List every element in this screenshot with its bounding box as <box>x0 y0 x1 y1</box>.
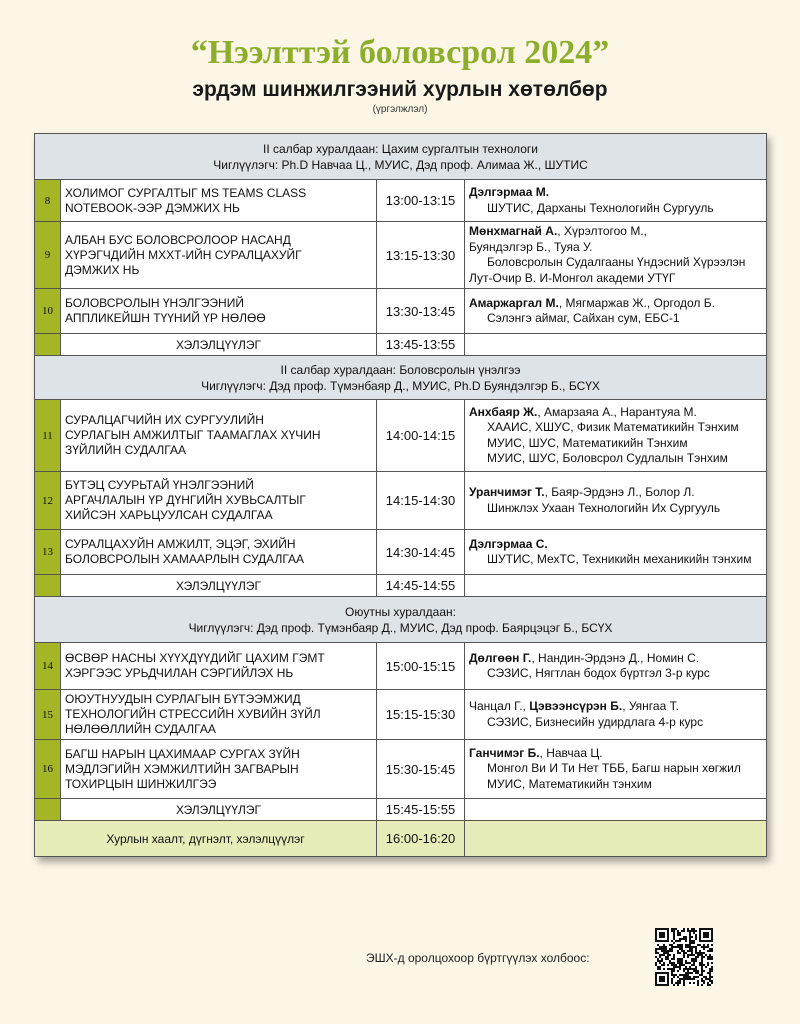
author-text: , Амарзаяа А., Нарантуяа М. <box>537 404 697 419</box>
author-text: СЭЗИС, Бизнесийн удирдлага 4-р курс <box>487 714 704 729</box>
discussion-time: 14:45-14:55 <box>377 575 465 597</box>
talk-title-line: БОЛОВСРОЛЫН ҮНЭЛГЭЭНИЙ <box>65 296 244 310</box>
presenting-author: Уранчимэг Т. <box>469 485 545 499</box>
section-chair: Чиглүүлэгч: Дэд проф. Түмэнбаяр Д., МУИС, Ph.D Буяндэлгэр Б., БСҮХ <box>201 378 600 393</box>
discussion-marker <box>35 575 61 597</box>
author-line <box>469 296 762 312</box>
section-name: II салбар хуралдаан: Боловсролын үнэлгээ <box>280 362 521 377</box>
talk-title-line: СУРЛАГЫН АМЖИЛТЫГ ТААМАГЛАХ ХҮЧИН <box>65 428 321 442</box>
author-line <box>469 311 762 327</box>
talk-time: 15:15-15:30 <box>377 690 465 740</box>
author-line <box>469 201 762 217</box>
talk-time: 13:15-13:30 <box>377 222 465 289</box>
author-line <box>469 552 762 568</box>
talk-time: 13:00-13:15 <box>377 180 465 222</box>
talk-title <box>61 690 377 740</box>
talk-title-line: NOTEBOOK-ЭЭР ДЭМЖИХ НЬ <box>65 200 240 215</box>
talk-title <box>61 472 377 530</box>
talk-title-line: ДЭМЖИХ НЬ <box>65 262 140 277</box>
closing-row <box>35 821 767 857</box>
author-text: Буяндэлгэр Б., Туяа У. <box>469 239 593 254</box>
talk-number: 13 <box>35 530 61 575</box>
author-line <box>469 436 762 452</box>
section-header-cell <box>35 356 767 400</box>
author-text: Чанцал Г., <box>469 699 530 713</box>
talk-number: 11 <box>35 400 61 472</box>
talk-row <box>35 740 767 799</box>
talk-title <box>61 180 377 222</box>
talk-title-line: СУРАЛЦАХУЙН АМЖИЛТ, ЭЦЭГ, ЭХИЙН <box>65 537 296 551</box>
author-line <box>469 485 762 501</box>
presenting-author: Анхбаяр Ж. <box>469 404 538 419</box>
discussion-empty <box>465 334 767 356</box>
closing-time: 16:00-16:20 <box>377 821 465 857</box>
talk-authors <box>465 400 767 472</box>
talk-authors <box>465 643 767 690</box>
author-line <box>469 224 762 240</box>
author-text: МУИС, ШУС, Боловсрол Судлалын Тэнхим <box>487 451 728 465</box>
talk-number: 12 <box>35 472 61 530</box>
talk-title <box>61 740 377 799</box>
author-text: МУИС, ШУС, Математикийн Тэнхим <box>487 435 688 450</box>
discussion-marker <box>35 799 61 821</box>
talk-authors <box>465 222 767 289</box>
schedule-table <box>34 133 766 857</box>
talk-time: 15:00-15:15 <box>377 643 465 690</box>
discussion-row <box>35 575 767 597</box>
talk-title-line: ЗҮЙЛИЙН СУДАЛГАА <box>65 443 186 457</box>
author-text: , Навчаа Ц. <box>539 745 603 760</box>
presenting-author: Ганчимэг Б. <box>469 745 540 760</box>
section-name: II салбар хуралдаан: Цахим сургалтын технологи <box>262 141 539 156</box>
author-text: ХААИС, ХШУС, Физик Математикийн Тэнхим <box>487 420 739 434</box>
presenting-author: Дөлгөөн Г. <box>469 650 532 665</box>
author-line <box>469 746 762 762</box>
talk-authors <box>465 530 767 575</box>
discussion-label: ХЭЛЭЛЦҮҮЛЭГ <box>61 334 377 356</box>
talk-row <box>35 222 767 289</box>
author-line <box>469 715 762 731</box>
discussion-label: ХЭЛЭЛЦҮҮЛЭГ <box>61 575 377 597</box>
author-text: , Уянгаа Т. <box>622 699 679 713</box>
talk-title-line: АЛБАН БУС БОЛОВСРОЛООР НАСАНД <box>65 232 291 247</box>
author-line <box>469 761 762 777</box>
author-text: ШУТИС, МехТС, Техникийн механикийн тэнхим <box>487 552 752 566</box>
author-text: , Нандин-Эрдэнэ Д., Номин С. <box>531 650 700 665</box>
author-text: ШУТИС, Дарханы Технологийн Сургууль <box>487 200 714 215</box>
continued-note: (үргэлжлэл) <box>372 104 428 115</box>
section-header-cell <box>35 597 767 643</box>
talk-time: 13:30-13:45 <box>377 289 465 334</box>
talk-authors <box>465 740 767 799</box>
section-header <box>35 356 767 400</box>
talk-title-line: АППЛИКЕЙШН ТҮҮНИЙ ҮР НӨЛӨӨ <box>65 311 266 325</box>
talk-row <box>35 472 767 530</box>
section-header <box>35 597 767 643</box>
qr-code-icon[interactable] <box>655 928 713 986</box>
talk-title-line: БҮТЭЦ СУУРЬТАЙ ҮНЭЛГЭЭНИЙ <box>65 478 254 492</box>
presenting-author: Дэлгэрмаа С. <box>469 536 548 551</box>
talk-number: 14 <box>35 643 61 690</box>
author-text: Монгол Ви И Ти Нет ТББ, Багш нарын хөгжил <box>487 761 741 776</box>
author-text: Шинжлэх Ухаан Технологийн Их Сургууль <box>487 500 721 515</box>
author-line <box>469 271 762 287</box>
author-line <box>469 777 762 793</box>
talk-title-line: ӨСВӨР НАСНЫ ХҮҮХДҮҮДИЙГ ЦАХИМ ГЭМТ <box>65 651 325 665</box>
talk-title-line: СУРАЛЦАГЧИЙН ИХ СУРГУУЛИЙН <box>65 413 264 427</box>
talk-time: 14:00-14:15 <box>377 400 465 472</box>
author-line <box>469 699 762 715</box>
talk-title-line: МЭДЛЭГИЙН ХЭМЖИЛТИЙН ЗАГВАРЫН <box>65 761 299 776</box>
author-line <box>469 240 762 256</box>
talk-number: 10 <box>35 289 61 334</box>
section-header <box>35 134 767 180</box>
presenting-author: Цэвээнсүрэн Б. <box>529 699 623 713</box>
author-line <box>469 651 762 667</box>
talk-title <box>61 643 377 690</box>
talk-time: 14:15-14:30 <box>377 472 465 530</box>
discussion-time: 13:45-13:55 <box>377 334 465 356</box>
discussion-marker <box>35 334 61 356</box>
closing-label: Хурлын хаалт, дүгнэлт, хэлэлцүүлэг <box>35 821 377 857</box>
author-text: МУИС, Математикийн тэнхим <box>487 776 652 791</box>
talk-row <box>35 289 767 334</box>
talk-number: 16 <box>35 740 61 799</box>
talk-title <box>61 530 377 575</box>
author-text: Боловсролын Судалгааны Үндэсний Хүрээлэн <box>487 255 746 269</box>
author-line <box>469 185 762 201</box>
discussion-label: ХЭЛЭЛЦҮҮЛЭГ <box>61 799 377 821</box>
talk-title-line: ХОЛИМОГ СУРГАЛТЫГ MS TEAMS CLASS <box>65 185 307 200</box>
talk-title-line: ХЭРГЭЭС УРЬДЧИЛАН СЭРГИЙЛЭХ НЬ <box>65 666 294 680</box>
presenting-author: Амаржаргал М. <box>469 295 559 310</box>
author-text: СЭЗИС, Нягтлан бодох бүртгэл 3-р курс <box>487 666 710 680</box>
talk-authors <box>465 472 767 530</box>
talk-row <box>35 690 767 740</box>
author-line <box>469 666 762 682</box>
talk-title-line: ОЮУТНУУДЫН СУРЛАГЫН БҮТЭЭМЖИД <box>65 692 301 706</box>
talk-number: 15 <box>35 690 61 740</box>
author-line <box>469 451 762 467</box>
author-line <box>469 420 762 436</box>
talk-row <box>35 180 767 222</box>
author-text: , Мягмаржав Ж., Оргодол Б. <box>558 295 715 310</box>
author-text: , Баяр-Эрдэнэ Л., Болор Л. <box>544 485 695 499</box>
talk-time: 15:30-15:45 <box>377 740 465 799</box>
section-chair: Чиглүүлэгч: Дэд проф. Түмэнбаяр Д., МУИС, Дэд проф. Баярцэцэг Б., БСҮХ <box>188 620 613 635</box>
section-name: Оюутны хуралдаан: <box>345 604 456 619</box>
discussion-time: 15:45-15:55 <box>377 799 465 821</box>
discussion-row <box>35 799 767 821</box>
author-line <box>469 537 762 553</box>
talk-number: 8 <box>35 180 61 222</box>
talk-time: 14:30-14:45 <box>377 530 465 575</box>
author-text: Лут-Очир В. И-Монгол академи УТҮГ <box>469 270 676 285</box>
author-line <box>469 405 762 421</box>
section-chair: Чиглүүлэгч: Ph.D Навчаа Ц., МУИС, Дэд проф. Алимаа Ж., ШУТИС <box>213 157 588 172</box>
talk-title-line: ТОХИРЦЫН ШИНЖИЛГЭЭ <box>65 776 217 791</box>
section-header-cell <box>35 134 767 180</box>
program-subtitle: эрдэм шинжилгээний хурлын хөтөлбөр <box>192 78 608 101</box>
talk-title-line: ХҮРЭГЧДИЙН МХХТ-ИЙН СУРАЛЦАХУЙГ <box>65 247 302 262</box>
talk-row <box>35 530 767 575</box>
talk-title <box>61 400 377 472</box>
author-text: , Хүрэлтогоо М., <box>557 224 647 238</box>
talk-title <box>61 289 377 334</box>
talk-title-line: БОЛОВСРОЛЫН ХАМААРЛЫН СУДАЛГАА <box>65 552 305 566</box>
talk-number: 9 <box>35 222 61 289</box>
talk-title-line: АРГАЧЛАЛЫН ҮР ДҮНГИЙН ХУВЬСАЛТЫГ <box>65 493 306 507</box>
presenting-author: Мөнхмагнай А. <box>469 224 558 238</box>
talk-title-line: НӨЛӨӨЛЛИЙН СУДАЛГАА <box>65 722 216 736</box>
talk-authors <box>465 690 767 740</box>
discussion-empty <box>465 799 767 821</box>
talk-title-line: БАГШ НАРЫН ЦАХИМААР СУРГАХ ЗҮЙН <box>65 746 300 761</box>
closing-empty <box>465 821 767 857</box>
talk-authors <box>465 289 767 334</box>
talk-authors <box>465 180 767 222</box>
discussion-row <box>35 334 767 356</box>
talk-title <box>61 222 377 289</box>
talk-title-line: ТЕХНОЛОГИЙН СТРЕССИЙН ХУВИЙН ЗҮЙЛ <box>65 707 321 721</box>
program-title: “Нээлттэй боловсрол 2024” <box>190 34 610 71</box>
talk-title-line: ХИЙСЭН ХАРЬЦУУЛСАН СУДАЛГАА <box>65 508 273 522</box>
author-line <box>469 501 762 517</box>
talk-row <box>35 643 767 690</box>
author-text: Сэлэнгэ аймаг, Сайхан сум, ЕБС-1 <box>487 311 680 325</box>
discussion-empty <box>465 575 767 597</box>
presenting-author: Дэлгэрмаа М. <box>469 185 550 199</box>
registration-link-label: ЭШХ-д оролцохоор бүртгүүлэх холбоос: <box>366 951 590 965</box>
talk-row <box>35 400 767 472</box>
author-line <box>469 255 762 271</box>
